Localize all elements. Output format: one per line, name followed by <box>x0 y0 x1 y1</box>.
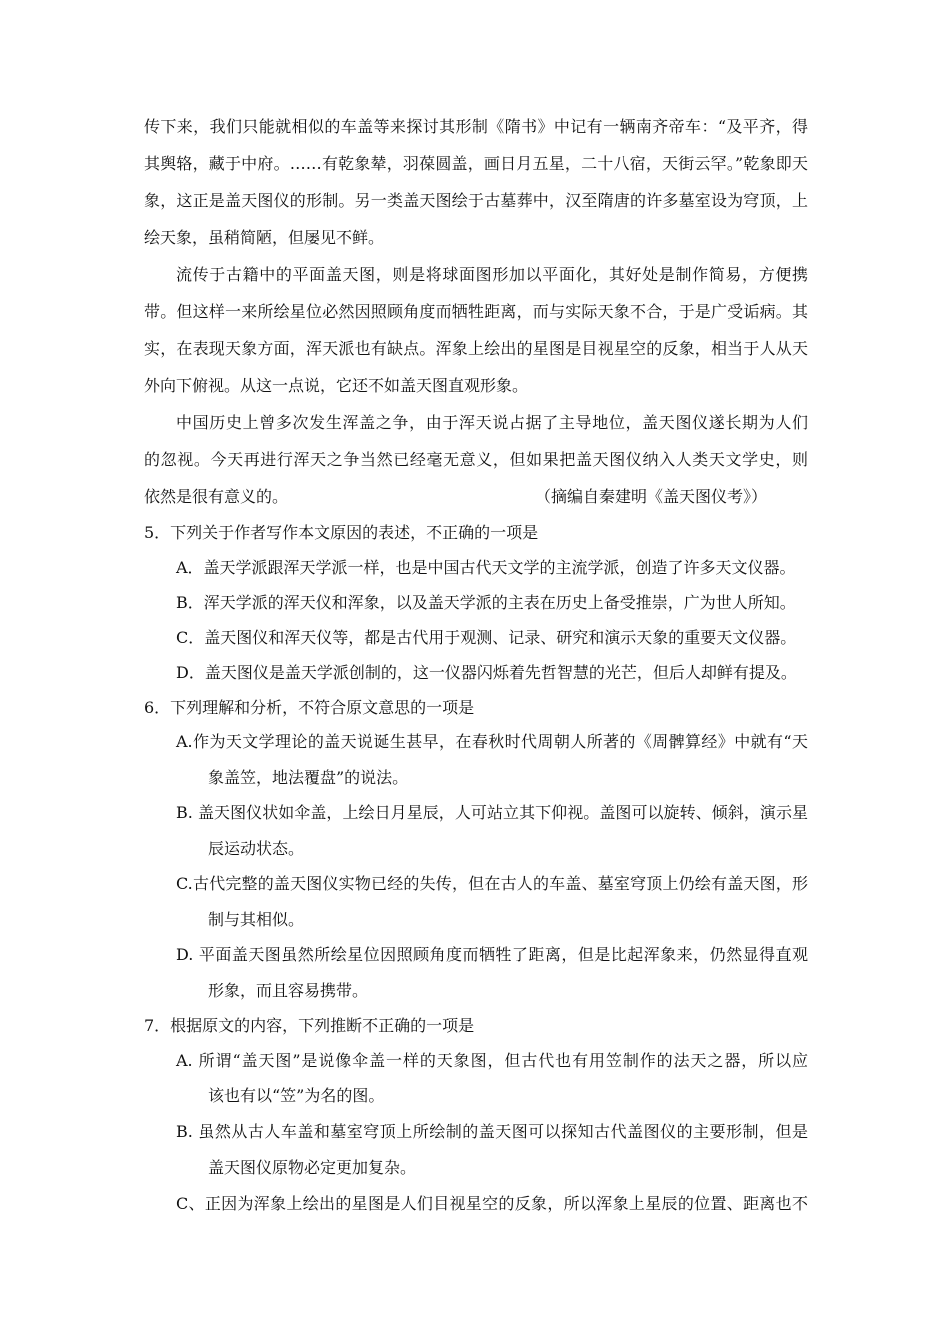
passage-p2-line-1: 流传于古籍中的平面盖天图，则是将球面图形加以平面化，其好处是制作简易，方便携 <box>176 265 808 284</box>
question-7-stem: 7．根据原文的内容，下列推断不正确的一项是 <box>144 1016 475 1035</box>
passage-p3-line-1: 中国历史上曾多次发生浑盖之争，由于浑天说占据了主导地位，盖天图仪遂长期为人们 <box>176 413 808 432</box>
question-5-option-d: D．盖天图仪是盖天学派创制的，这一仪器闪烁着先哲智慧的光芒，但后人却鲜有提及。 <box>176 663 797 682</box>
passage-p3-line-2: 的忽视。今天再进行浑天之争当然已经毫无意义，但如果把盖天图仪纳入人类天文学史，则 <box>144 450 808 469</box>
passage-p1-line-3: 象，这正是盖天图仪的形制。另一类盖天图绘于古墓葬中，汉至隋唐的许多墓室设为穹顶，上 <box>144 191 808 210</box>
question-7-option-a-cont: 该也有以“笠”为名的图。 <box>208 1086 385 1105</box>
question-6-option-a: A.作为天文学理论的盖天说诞生甚早，在春秋时代周朝人所著的《周髀算经》中就有“天 <box>176 732 808 751</box>
passage-p2-line-3: 实，在表现天象方面，浑天派也有缺点。浑象上绘出的星图是目视星空的反象，相当于人从天 <box>144 339 808 358</box>
passage-p1-line-1: 传下来，我们只能就相似的车盖等来探讨其形制《隋书》中记有一辆南齐帝车：“及平齐，得 <box>144 117 808 136</box>
question-6-option-c-cont: 制与其相似。 <box>208 910 305 929</box>
question-6-option-c: C.古代完整的盖天图仪实物已经的失传，但在古人的车盖、墓室穹顶上仍绘有盖天图，形 <box>176 874 808 893</box>
passage-p1-line-2: 其舆辂，藏于中府。……有乾象辇，羽葆圆盖，画日月五星，二十八宿，天街云罕。”乾象即天 <box>144 154 808 173</box>
question-6-stem: 6．下列理解和分析，不符合原文意思的一项是 <box>144 698 475 717</box>
question-6-option-d-cont: 形象，而且容易携带。 <box>208 981 369 1000</box>
question-7-option-a: A. 所谓“盖天图”是说像伞盖一样的天象图，但古代也有用笠制作的法天之器，所以应 <box>176 1051 808 1070</box>
passage-p2-line-2: 带。但这样一来所绘星位必然因照顾角度而牺牲距离，而与实际天象不合，于是广受诟病。其 <box>144 302 808 321</box>
passage-p1-line-4: 绘天象，虽稍简陋，但屡见不鲜。 <box>144 228 385 247</box>
question-5-option-a: A．盖天学派跟浑天学派一样，也是中国古代天文学的主流学派，创造了许多天文仪器。 <box>176 558 796 577</box>
source-citation: （摘编自秦建明《盖天图仪考》） <box>535 487 768 506</box>
question-5-option-b: B．浑天学派的浑天仪和浑象，以及盖天学派的主表在历史上备受推崇，广为世人所知。 <box>176 593 796 612</box>
question-6-option-d: D. 平面盖天图虽然所绘星位因照顾角度而牺牲了距离，但是比起浑象来，仍然显得直观 <box>176 945 808 964</box>
question-5-option-c: C．盖天图仪和浑天仪等，都是古代用于观测、记录、研究和演示天象的重要天文仪器。 <box>176 628 797 647</box>
question-6-option-a-cont: 象盖笠，地法覆盘”的说法。 <box>208 768 409 787</box>
passage-p3-line-3: 依然是很有意义的。 <box>144 487 289 506</box>
passage-p2-line-4: 外向下俯视。从这一点说，它还不如盖天图直观形象。 <box>144 376 529 395</box>
question-7-option-b-cont: 盖天图仪原物必定更加复杂。 <box>208 1158 417 1177</box>
question-6-option-b-cont: 辰运动状态。 <box>208 839 305 858</box>
question-7-option-b: B. 虽然从古人车盖和墓室穹顶上所绘制的盖天图可以探知古代盖图仪的主要形制，但是 <box>176 1122 808 1141</box>
question-7-option-c: C、正因为浑象上绘出的星图是人们目视星空的反象，所以浑象上星辰的位置、距离也不 <box>176 1194 808 1213</box>
question-6-option-b: B. 盖天图仪状如伞盖，上绘日月星辰，人可站立其下仰视。盖图可以旋转、倾斜，演示星 <box>176 803 808 822</box>
question-5-stem: 5．下列关于作者写作本文原因的表述，不正确的一项是 <box>144 523 539 542</box>
